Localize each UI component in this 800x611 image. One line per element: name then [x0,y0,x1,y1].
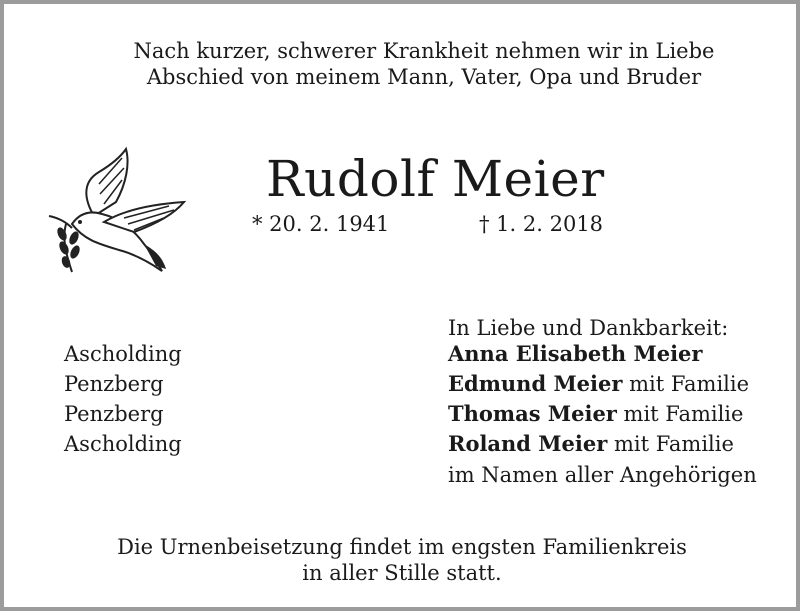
mourner-name: Thomas Meier [448,401,617,426]
dove-with-olive-branch-icon [44,144,189,274]
mourners-closing: im Namen aller Angehörigen [448,463,757,487]
funeral-note-line-2: in aller Stille statt. [302,561,502,585]
intro-line-1: Nach kurzer, schwerer Krankheit nehmen wir in Liebe [133,39,715,63]
deceased-name: Rudolf Meier [266,150,605,208]
mourner-suffix: mit Familie [607,432,734,456]
death-date: † 1. 2. 2018 [479,212,604,236]
mourner-entry [448,400,743,428]
mourner-location: Penzberg [64,402,164,426]
mourners-tagline: In Liebe und Dankbarkeit: [448,316,729,340]
mourner-entry [448,430,734,458]
mourner-name: Roland Meier [448,431,608,456]
mourner-name: Edmund Meier [448,371,623,396]
list-item [4,370,800,400]
mourner-entry [448,370,749,398]
list-item [4,400,800,430]
birth-date: * 20. 2. 1941 [252,212,390,236]
mourner-name: Anna Elisabeth Meier [448,341,703,366]
mourner-entry [448,340,702,368]
funeral-note-line-1: Die Urnenbeisetzung findet im engsten Familienkreis [117,535,687,559]
mourner-suffix: mit Familie [616,402,744,426]
mourner-location: Penzberg [64,372,164,396]
intro-line-2: Abschied von meinem Mann, Vater, Opa und Bruder [146,65,702,89]
mourner-location: Ascholding [64,432,182,456]
list-item [4,430,800,460]
mourner-suffix: mit Familie [622,372,750,396]
mourner-location: Ascholding [64,342,182,366]
list-item [4,340,800,370]
